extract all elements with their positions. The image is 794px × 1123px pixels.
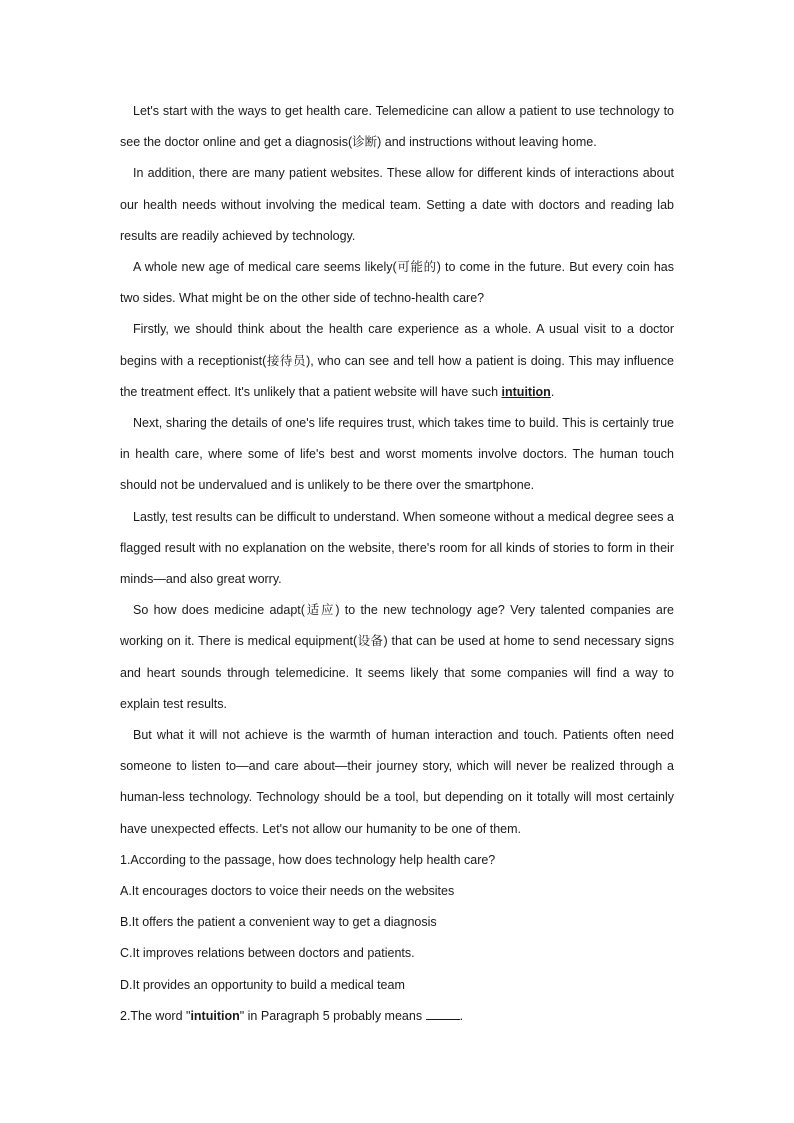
paragraph-4 (120, 314, 674, 408)
paragraph-6: Lastly, test results can be difficult to understand. When someone without a medical degree sees a flagged result with no explanation on the website, there's room for all kinds of stories to form in their minds—and also great worry. (120, 509, 674, 587)
paragraph-3: A whole new age of medical care seems likely(可能的) to come in the future. But every coin has two sides. What might be on the other side of techno-health care? (120, 260, 674, 306)
paragraph-4-text: Firstly, we should think about the health care experience as a whole. A usual visit to a doctor begins with a receptionist(接待员), who can see and tell how a patient is doing. This may influence the treatment effect. It's unlikely that a patient website will have such (120, 322, 674, 399)
paragraph-8: But what it will not achieve is the warmth of human interaction and touch. Patients often need someone to listen to—and care about—their journey story, which will never be realized through a human-less technology. Technology should be a tool, but depending on it totally will most certainly have unexpected effects. Let's not allow our humanity to be one of them. (120, 728, 674, 836)
paragraph-4-end: . (550, 384, 555, 399)
answer-blank (426, 1007, 460, 1020)
question-1-option-a: A.It encourages doctors to voice their needs on the websites (120, 884, 455, 899)
paragraph-2: In addition, there are many patient websites. These allow for different kinds of interactions about our health needs without involving the medical team. Setting a date with doctors and reading lab results are readily achieved by technology. (120, 166, 674, 243)
paragraph-7: So how does medicine adapt(适应) to the new technology age? Very talented companies are working on it. There is medical equipment(设备) that can be used at home to send necessary signs and heart sounds through telemedicine. It seems likely that some companies will find a way to explain test results. (120, 603, 674, 711)
paragraph-5: Next, sharing the details of one's life requires trust, which takes time to build. This is certainly true in health care, where some of life's best and worst moments involve doctors. The human touch should not be undervalued and is unlikely to be there over the smartphone. (120, 416, 674, 493)
question-1-option-c: C.It improves relations between doctors and patients. (120, 946, 415, 961)
document-page (120, 96, 674, 1032)
question-2-stem (120, 1001, 674, 1032)
question-1-stem: 1.According to the passage, how does technology help health care? (120, 852, 496, 867)
question-2-stem-end: . (459, 1008, 464, 1023)
keyword-intuition: intuition (501, 384, 551, 399)
question-2-keyword: intuition (190, 1008, 240, 1023)
question-2-stem-middle: " in Paragraph 5 probably means (239, 1008, 426, 1023)
question-1-option-b: B.It offers the patient a convenient way to get a diagnosis (120, 915, 437, 930)
question-2-stem-start: 2.The word " (120, 1008, 191, 1023)
paragraph-1: Let's start with the ways to get health care. Telemedicine can allow a patient to use technology to see the doctor online and get a diagnosis(诊断) and instructions without leaving home. (120, 104, 674, 150)
question-1-option-d: D.It provides an opportunity to build a medical team (120, 977, 405, 992)
